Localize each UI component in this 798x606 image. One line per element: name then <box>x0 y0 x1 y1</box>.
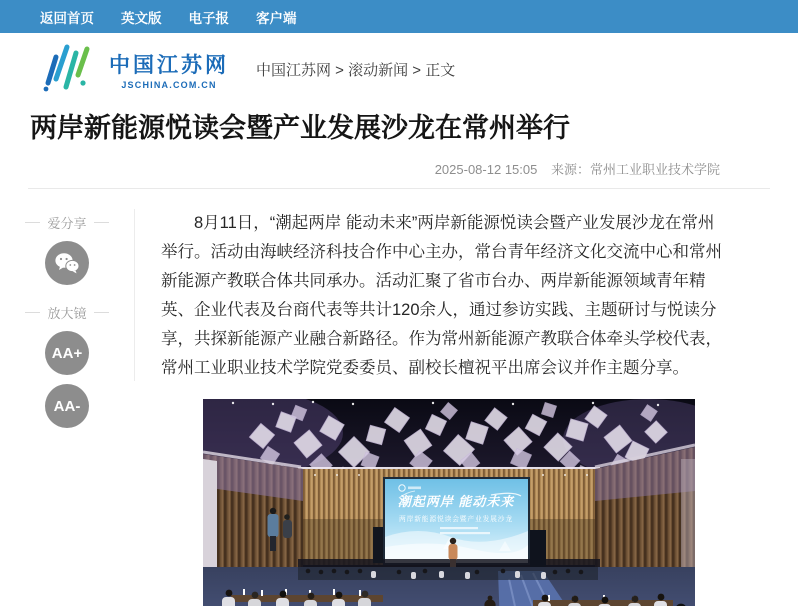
nav-epaper-link[interactable]: 电子报 <box>188 10 229 26</box>
av-speaker-left <box>373 527 383 563</box>
stage-monitor <box>530 530 546 570</box>
article-source: 来源：常州工业职业技术学院 <box>550 162 720 178</box>
wechat-icon <box>54 252 80 274</box>
article-paragraph: 8月11日，“潮起两岸 能动未来”两岸新能源悦读会暨产业发展沙龙在常州举行。活动由海峡经济科技合作中心主办，常台青年经济文化交流中心和常州新能源产教联合体共同承办。活动汇聚了省市台办、两岸新能源领域青年精英、企业代表及台商代表等共计120余人，通过参访实践、主题研讨与悦读分享，共探新能源产业融合新路径。作为常州新能源产教联合体牵头学校代表，常州工业职业技术学院党委委员、副校长檀祝平出席会议并作主题分享。 <box>161 214 722 378</box>
font-increase-button[interactable]: AA+ <box>45 331 89 375</box>
share-rail <box>0 209 135 415</box>
screen-smalltext-line <box>440 532 490 534</box>
jschina-logo-icon <box>42 43 100 95</box>
meta-divider <box>28 188 770 189</box>
logo-title: 中国江苏网 <box>109 53 229 77</box>
top-nav-bar <box>0 0 798 33</box>
zoom-label-row <box>0 303 134 322</box>
article-photo <box>203 399 695 606</box>
logo-domain: JSCHINA.COM.CN <box>121 79 217 90</box>
page-title: 两岸新能源悦读会暨产业发展沙龙在常州举行 <box>30 113 570 143</box>
site-logo[interactable] <box>42 43 229 95</box>
nav-english-link[interactable]: 英文版 <box>121 10 162 26</box>
breadcrumb[interactable]: 中国江苏网 > 滚动新闻 > 正文 <box>256 62 456 79</box>
wechat-share-button[interactable] <box>45 241 89 285</box>
magnifier-label: 放大镜 <box>47 306 87 322</box>
nav-client-link[interactable]: 客户端 <box>256 10 297 26</box>
publish-date: 2025-08-12 15:05 <box>434 162 538 178</box>
screen-title: 潮起两岸 能动未来 <box>397 494 515 510</box>
article-body <box>135 209 798 606</box>
article-meta <box>0 159 798 178</box>
screen-subtitle: 两岸新能源悦读会暨产业发展沙龙 <box>399 516 513 524</box>
share-label: 爱分享 <box>47 216 87 232</box>
font-decrease-button[interactable]: AA- <box>45 384 89 428</box>
share-label-row <box>0 213 134 232</box>
nav-home-link[interactable]: 返回首页 <box>40 10 94 26</box>
screen-smalltext-line <box>440 527 478 529</box>
site-header <box>0 33 798 105</box>
